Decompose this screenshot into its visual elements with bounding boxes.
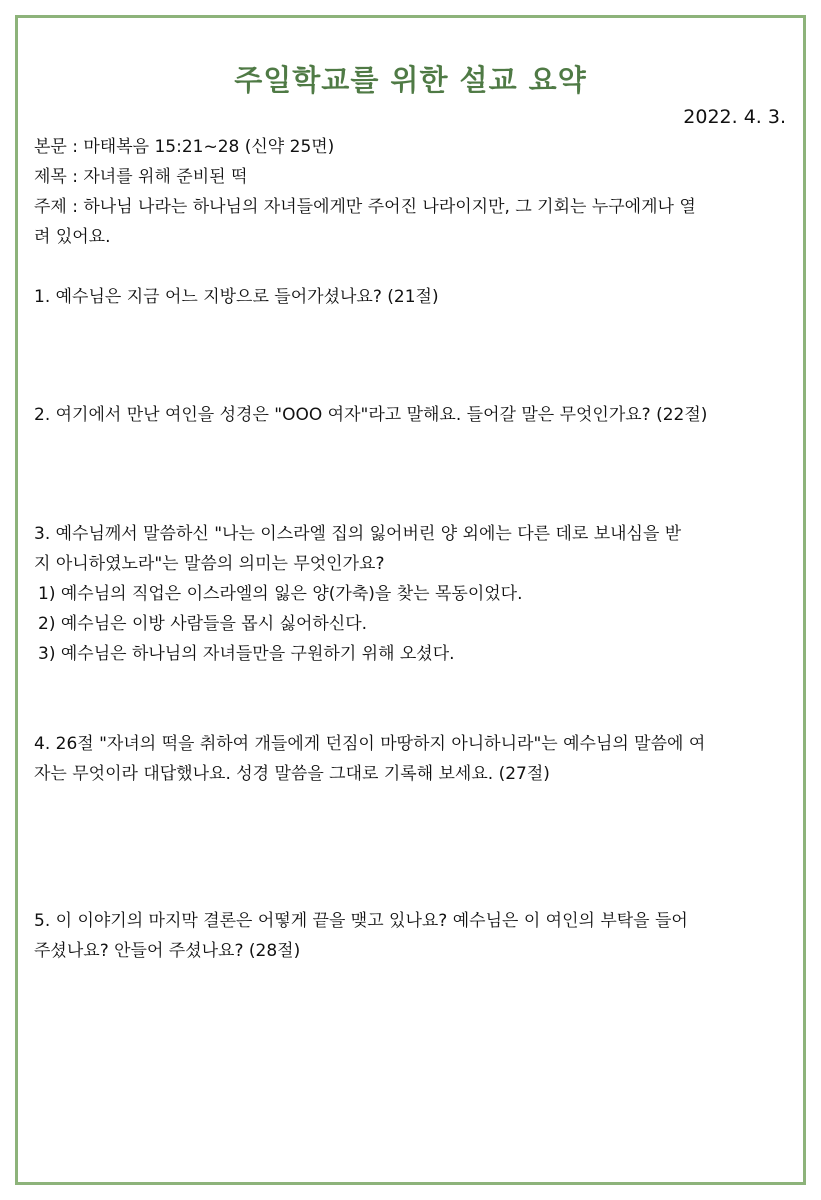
question-text-continued: 주셨나요? 안들어 주셨나요? (28절)	[34, 941, 301, 961]
answer-option-3: 3) 예수님은 하나님의 자녀들만을 구원하기 위해 오셨다.	[38, 644, 455, 664]
question-2	[34, 400, 787, 430]
question-text: 2. 여기에서 만난 여인을 성경은 "OOO 여자"라고 말해요. 들어갈 말은 무엇인가요? (22절)	[34, 405, 708, 425]
subject-line: 제목 : 자녀를 위해 준비된 떡	[34, 167, 248, 187]
question-text-continued: 지 아니하였노라"는 말씀의 의미는 무엇인가요?	[34, 554, 385, 574]
answer-option-1: 1) 예수님의 직업은 이스라엘의 잃은 양(가축)을 찾는 목동이었다.	[38, 584, 523, 604]
question-3	[34, 519, 787, 669]
question-text: 1. 예수님은 지금 어느 지방으로 들어가셨나요? (21절)	[34, 287, 439, 307]
theme-line: 주제 : 하나님 나라는 하나님의 자녀들에게만 주어진 나라이지만, 그 기회는 누구에게나 열	[34, 197, 696, 217]
question-text: 3. 예수님께서 말씀하신 "나는 이스라엘 집의 잃어버린 양 외에는 다른 데로 보내심을 받	[34, 524, 682, 544]
theme-line-continued: 려 있어요.	[34, 227, 111, 247]
question-text: 4. 26절 "자녀의 떡을 취하여 개들에게 던짐이 마땅하지 아니하니라"는 예수님의 말씀에 여	[34, 734, 706, 754]
answer-option-2: 2) 예수님은 이방 사람들을 몹시 싫어하신다.	[38, 614, 368, 634]
scripture-line: 본문 : 마태복음 15:21~28 (신약 25면)	[34, 137, 335, 157]
question-text: 5. 이 이야기의 마지막 결론은 어떻게 끝을 맺고 있나요? 예수님은 이 여인의 부탁을 들어	[34, 911, 688, 931]
question-text-continued: 자는 무엇이라 대답했나요. 성경 말씀을 그대로 기록해 보세요. (27절)	[34, 764, 550, 784]
question-4	[34, 729, 787, 789]
sermon-info	[34, 132, 787, 252]
document-date: 2022. 4. 3.	[683, 106, 786, 128]
question-1	[34, 282, 787, 312]
document-title: 주일학교를 위한 설교 요약	[234, 63, 587, 97]
question-5	[34, 906, 787, 966]
